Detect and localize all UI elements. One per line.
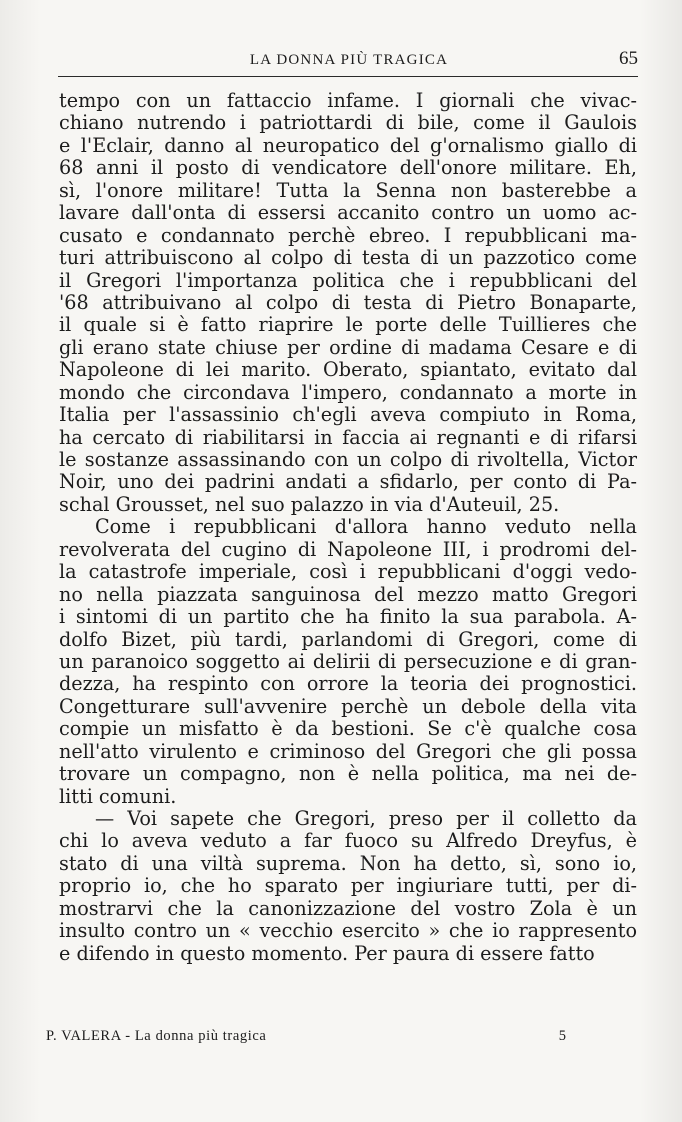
body-text [59,90,637,965]
text-line: dezza, ha respinto con orrore la teoria dei prognostici. [59,673,637,696]
text-line: la catastrofe imperiale, così i repubblicani d'oggi vedo- [59,561,637,584]
text-line: no nella piazzata sanguinosa del mezzo matto Gregori [59,583,637,606]
footer-signature-number: 5 [558,1028,566,1044]
text-line: i sintomi di un partito che ha finito la sua parabola. A- [59,606,637,629]
text-line: gli erano state chiuse per ordine di madama Cesare e di [59,336,637,359]
paragraph [59,516,637,808]
page-header [58,46,640,76]
page-footer [46,1028,566,1052]
text-line: chiano nutrendo i patriottardi di bile, come il Gaulois [59,112,637,135]
text-line: nell'atto virulento e criminoso del Gregori che gli possa [59,740,637,763]
text-line: chi lo aveva veduto a far fuoco su Alfredo Dreyfus, è [59,830,637,853]
text-line: sì, l'onore militare! Tutta la Senna non basterebbe a [59,179,637,202]
text-line: Noir, uno dei padrini andati a sfidarlo, per conto di Pa- [59,471,637,494]
text-line: ha cercato di riabilitarsi in faccia ai regnanti e di rifarsi [59,426,637,449]
text-line: Congetturare sull'avvenire perchè un debole della vita [59,695,637,718]
text-line: lavare dall'onta di essersi accanito contro un uomo ac- [59,202,637,225]
text-line: Napoleone di lei marito. Oberato, spiantato, evitato dal [59,359,637,382]
text-line: mondo che circondava l'impero, condannato a morte in [59,381,637,404]
text-line: schal Grousset, nel suo palazzo in via d'Auteuil, 25. [59,493,560,516]
text-line: proprio io, che ho sparato per ingiuriare tutti, per di- [59,875,637,898]
text-line: revolverata del cugino di Napoleone III, i prodromi del- [59,538,637,561]
text-line: trovare un compagno, non è nella politica, ma nei de- [59,763,637,786]
text-line: compie un misfatto è da bestioni. Se c'è qualche cosa [59,718,637,741]
text-line: il Gregori l'importanza politica che i repubblicani del [59,269,637,292]
text-line: turi attribuiscono al colpo di testa di un pazzotico come [59,247,637,270]
text-line: '68 attribuivano al colpo di testa di Pietro Bonaparte, [59,291,637,314]
paragraph [59,808,637,965]
header-rule [58,76,638,77]
text-line: insulto contro un « vecchio esercito » che io rappresento [59,920,637,943]
text-line: il quale si è fatto riaprire le porte delle Tuillieres che [59,314,637,337]
text-line: cusato e condannato perchè ebreo. I repubblicani ma- [59,224,637,247]
text-line: e difendo in questo momento. Per paura di essere fatto [59,942,595,965]
text-line: Come i repubblicani d'allora hanno veduto nella [95,516,637,539]
text-line: mostrarvi che la canonizzazione del vostro Zola è un [59,897,637,920]
paragraph [59,90,637,516]
running-title: LA DONNA PIÙ TRAGICA [249,52,449,68]
text-line: litti comuni. [59,785,177,808]
text-line: Italia per l'assassinio ch'egli aveva compiuto in Roma, [59,404,637,427]
text-line: tempo con un fattaccio infame. I giornali che vivac- [59,90,637,112]
text-line: 68 anni il posto di vendicatore dell'onore militare. Eh, [59,157,637,180]
text-line: le sostanze assassinando con un colpo di rivoltella, Victor [59,449,637,471]
page-number: 65 [619,48,638,69]
text-line: e l'Eclair, danno al neuropatico del g'ornalismo giallo di [59,134,637,157]
text-line: — Voi sapete che Gregori, preso per il colletto da [95,808,637,830]
text-line: un paranoico soggetto ai delirii di persecuzione e di gran- [59,650,637,673]
text-line: stato di una viltà suprema. Non ha detto, sì, sono io, [59,852,637,875]
footer-signature: P. VALERA - La donna più tragica [46,1028,267,1044]
text-line: dolfo Bizet, più tardi, parlandomi di Gregori, come di [59,628,637,651]
